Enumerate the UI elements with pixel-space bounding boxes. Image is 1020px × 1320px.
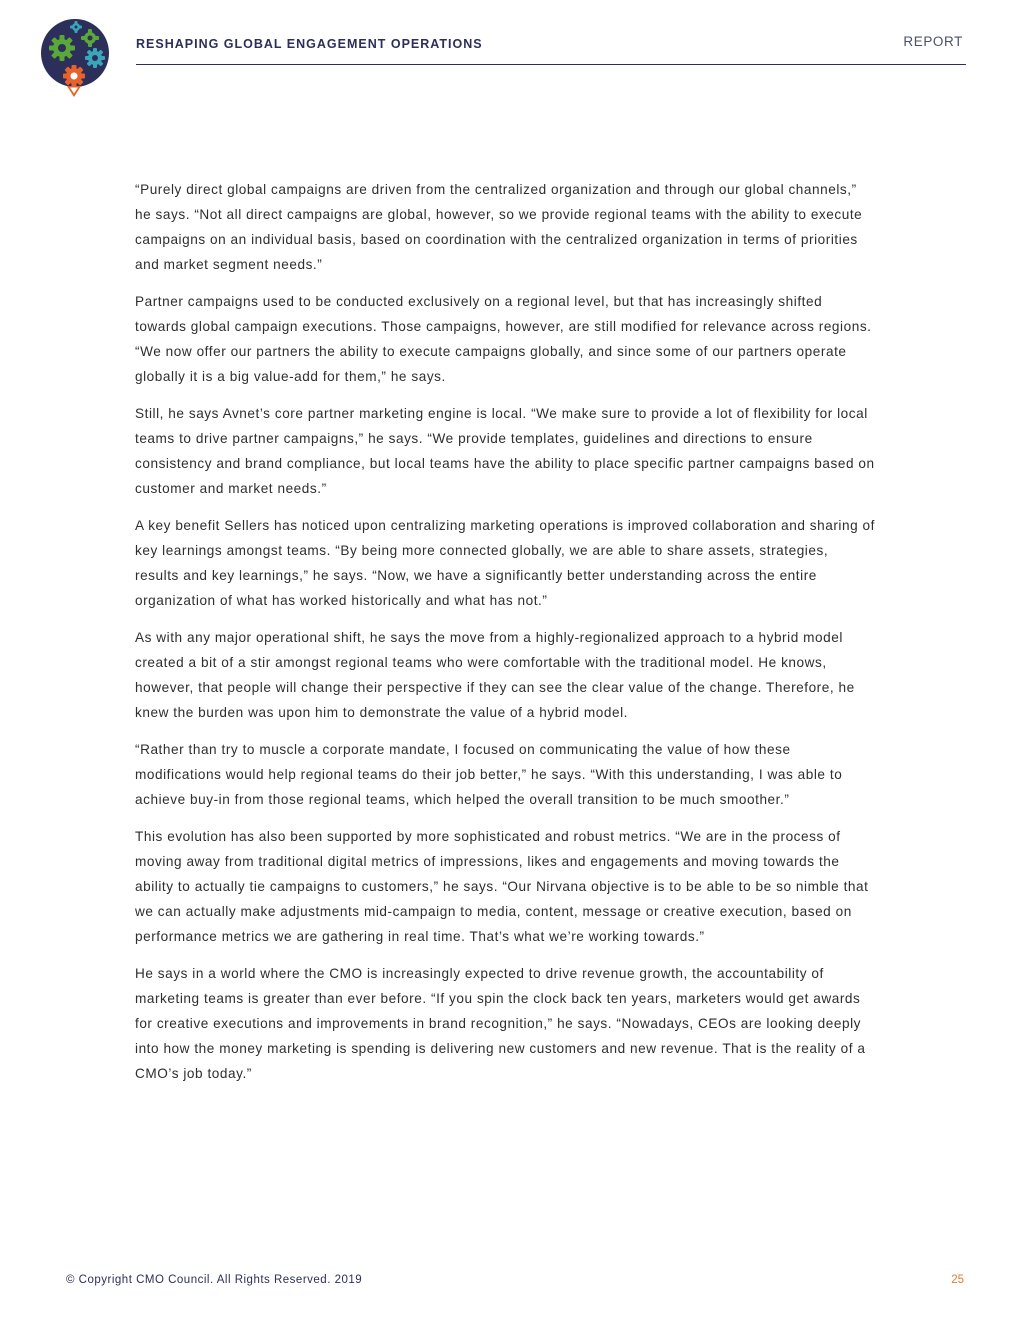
paragraph: Still, he says Avnet’s core partner marketing engine is local. “We make sure to provide a lot of flexibility for local teams to drive partner campaigns,” he says. “We provide templates, guidelines and directions to ensure consistency and brand compliance, but local teams have the ability to place specific partner campaigns based on customer and market needs.”	[135, 406, 875, 496]
paragraph: “Purely direct global campaigns are driven from the centralized organization and through our global channels,” he says. “Not all direct campaigns are global, however, so we provide regional teams with the ability to execute campaigns on an individual basis, based on coordination with the centralized organization in terms of priorities and market segment needs.”	[135, 182, 863, 272]
document-type-label: REPORT	[903, 34, 963, 49]
paragraph: This evolution has also been supported by more sophisticated and robust metrics. “We are in the process of moving away from traditional digital metrics of impressions, likes and engagements and moving towards the ability to actually tie campaigns to customers,” he says. “Our Nirvana objective is to be able to be so nimble that we can actually make adjustments mid-campaign to media, content, message or creative execution, based on performance metrics we are gathering in real time. That’s what we’re working towards.”	[135, 829, 869, 944]
paragraph: As with any major operational shift, he says the move from a highly-regionalized approach to a hybrid model created a bit of a stir amongst regional teams who were comfortable with the traditional model. He knows, however, that people will change their perspective if they can see the clear value of the change. Therefore, he knew the burden was upon him to demonstrate the value of a hybrid model.	[135, 630, 855, 720]
copyright-notice: © Copyright CMO Council. All Rights Reserved. 2019	[66, 1274, 363, 1286]
page-number: 25	[951, 1274, 964, 1286]
paragraph: “Rather than try to muscle a corporate mandate, I focused on communicating the value of how these modifications would help regional teams do their job better,” he says. “With this understanding, I was able to achieve buy-in from those regional teams, which helped the overall transition to be much smoother.”	[135, 742, 843, 807]
paragraph: He says in a world where the CMO is increasingly expected to drive revenue growth, the accountability of marketing teams is greater than ever before. “If you spin the clock back ten years, marketers would get awards for creative executions and improvements in brand recognition,” he says. “Nowadays, CEOs are looking deeply into how the money marketing is spending is delivering new customers and new revenue. That is the reality of a CMO’s job today.”	[135, 966, 866, 1081]
article-body	[135, 177, 875, 1098]
document-title: RESHAPING GLOBAL ENGAGEMENT OPERATIONS	[136, 37, 483, 51]
paragraph: Partner campaigns used to be conducted exclusively on a regional level, but that has increasingly shifted towards global campaign executions. Those campaigns, however, are still modified for relevance across regions. “We now offer our partners the ability to execute campaigns globally, and since some of our partners operate globally it is a big value-add for them,” he says.	[135, 294, 872, 384]
header-divider	[136, 64, 966, 65]
gears-logo-icon	[40, 18, 112, 98]
paragraph: A key benefit Sellers has noticed upon centralizing marketing operations is improved collaboration and sharing of key learnings amongst teams. “By being more connected globally, we are able to share assets, strategies, results and key learnings,” he says. “Now, we have a significantly better understanding across the entire organization of what has worked historically and what has not.”	[135, 518, 875, 608]
